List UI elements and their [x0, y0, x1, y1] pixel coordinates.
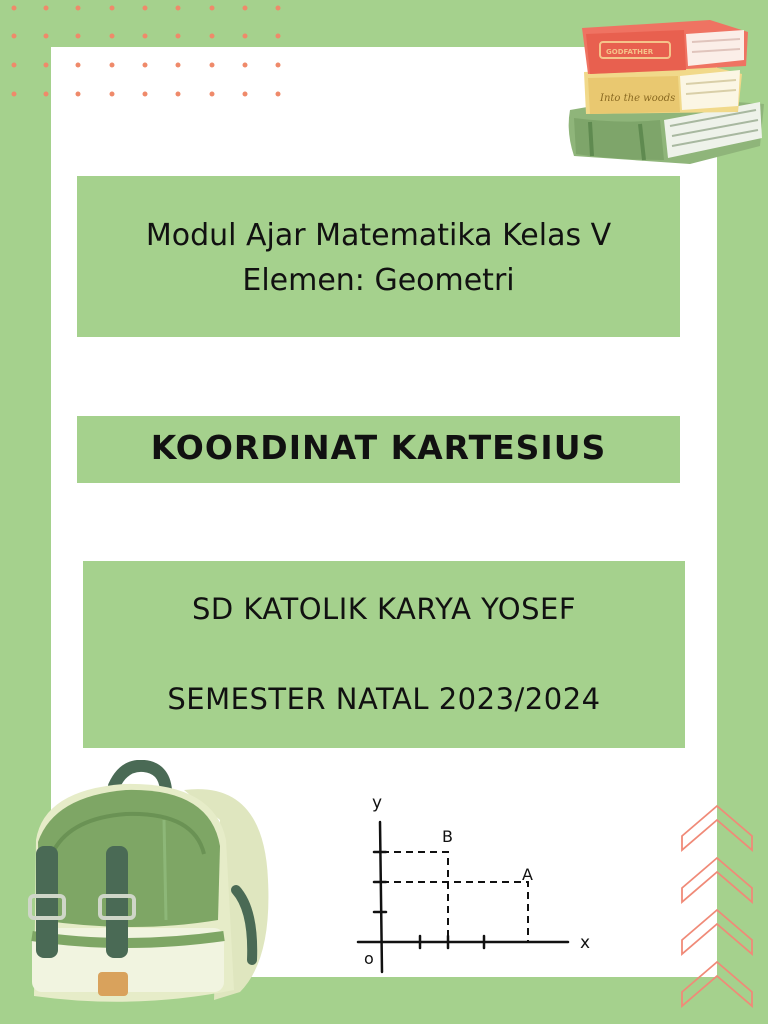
book-spine-title-middle: Into the woods	[600, 93, 676, 104]
topic-box	[77, 416, 680, 483]
point-a-label: A	[522, 865, 533, 884]
module-title: Modul Ajar Matematika Kelas V	[145, 218, 612, 253]
chevron-decoration-icon	[676, 800, 758, 1010]
y-axis-label: y	[372, 793, 383, 813]
school-box	[83, 561, 685, 748]
point-b-label: B	[442, 827, 453, 846]
cartesian-graph-illustration	[350, 790, 600, 980]
school-name: SD KATOLIK KARYA YOSEF	[191, 592, 577, 626]
semester-label: SEMESTER NATAL 2023/2024	[167, 682, 601, 716]
backpack-illustration	[14, 760, 276, 1010]
x-axis-label: x	[580, 933, 591, 953]
topic-title: KOORDINAT KARTESIUS	[150, 428, 607, 467]
module-title-box	[77, 176, 680, 337]
origin-label: o	[364, 949, 374, 968]
module-element: Elemen: Geometri	[242, 263, 515, 298]
decorative-dot-pattern	[0, 0, 300, 110]
books-stack-illustration	[560, 14, 768, 170]
book-spine-title-top: GODFATHER	[606, 48, 654, 56]
